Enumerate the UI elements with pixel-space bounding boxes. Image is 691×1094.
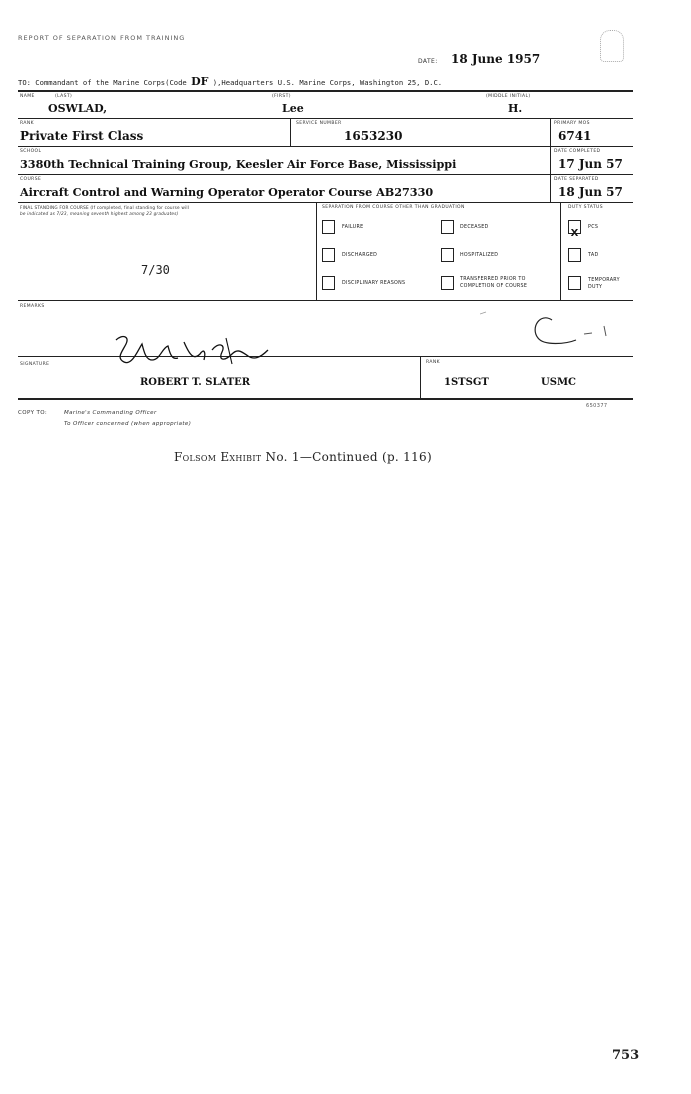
to-line-prefix: TO: Commandant of the Marine Corps(Code bbox=[18, 78, 187, 87]
signer-rank: 1STSGT bbox=[444, 377, 489, 388]
copy-to-line-1: Marine's Commanding Officer bbox=[64, 410, 157, 416]
disciplinary-label: DISCIPLINARY REASONS bbox=[342, 281, 406, 286]
middle-initial: H. bbox=[508, 102, 523, 115]
hospitalized-checkbox[interactable] bbox=[441, 248, 454, 262]
form-title: REPORT OF SEPARATION FROM TRAINING bbox=[18, 34, 186, 42]
handwritten-signature bbox=[108, 330, 278, 380]
form-bottom-border bbox=[18, 398, 633, 400]
row-divider-5 bbox=[18, 300, 633, 301]
copy-to-label: COPY TO: bbox=[18, 410, 48, 416]
tad-checkbox[interactable] bbox=[568, 248, 581, 262]
primary-mos-label: PRIMARY MOS bbox=[554, 121, 590, 126]
temporary-duty-checkbox[interactable] bbox=[568, 276, 581, 290]
pcs-label: PCS bbox=[588, 225, 599, 230]
page-number: 753 bbox=[612, 1048, 640, 1063]
date-completed-label: DATE COMPLETED bbox=[554, 149, 601, 154]
deceased-checkbox[interactable] bbox=[441, 220, 454, 234]
failure-checkbox[interactable] bbox=[322, 220, 335, 234]
school-divider bbox=[550, 146, 551, 174]
school-label: SCHOOL bbox=[20, 149, 42, 154]
date-separated: 18 Jun 57 bbox=[558, 185, 623, 199]
first-name: Lee bbox=[282, 102, 304, 115]
disciplinary-checkbox[interactable] bbox=[322, 276, 335, 290]
course-divider bbox=[550, 174, 551, 202]
service-number-label: SERVICE NUMBER bbox=[296, 121, 342, 126]
last-name: OSWLAD, bbox=[48, 102, 108, 115]
date-completed: 17 Jun 57 bbox=[558, 157, 623, 171]
final-standing-label-1: FINAL STANDING FOR COURSE (If completed, final standing for course will bbox=[20, 205, 190, 210]
row-divider-2 bbox=[18, 146, 633, 147]
date-label: DATE: bbox=[418, 58, 438, 65]
course-value: Aircraft Control and Warning Operator Operator Course AB27330 bbox=[20, 185, 434, 199]
exhibit-caption bbox=[174, 450, 432, 464]
transferred-label-1: TRANSFERRED PRIOR TO bbox=[460, 277, 526, 282]
course-label: COURSE bbox=[20, 177, 42, 182]
standing-divider bbox=[316, 202, 317, 300]
pcs-checkbox[interactable] bbox=[568, 220, 581, 239]
name-label: NAME bbox=[20, 94, 35, 99]
discharged-label: DISCHARGED bbox=[342, 253, 378, 258]
discharged-checkbox[interactable] bbox=[322, 248, 335, 262]
row-divider-1 bbox=[18, 118, 633, 119]
rank-label: RANK bbox=[20, 121, 34, 126]
transferred-checkbox[interactable] bbox=[441, 276, 454, 290]
deceased-label: DECEASED bbox=[460, 225, 489, 230]
failure-label: FAILURE bbox=[342, 225, 364, 230]
signer-name: ROBERT T. SLATER bbox=[140, 377, 251, 388]
exhibit-caption-rest: No. 1—Continued (p. 116) bbox=[265, 450, 432, 464]
primary-mos: 6741 bbox=[558, 129, 592, 143]
to-line bbox=[18, 75, 442, 88]
corner-mark bbox=[600, 30, 624, 62]
middle-initial-label: (MIDDLE INITIAL) bbox=[486, 94, 531, 99]
remarks-scribble bbox=[480, 306, 620, 350]
form-number: 650377 bbox=[586, 403, 608, 409]
temporary-duty-label-2: DUTY bbox=[588, 285, 603, 290]
form-top-border bbox=[18, 90, 633, 92]
rank-divider-b bbox=[550, 118, 551, 146]
signer-service: USMC bbox=[541, 377, 576, 388]
duty-status-label: DUTY STATUS bbox=[568, 205, 603, 210]
separation-label: SEPARATION FROM COURSE OTHER THAN GRADUATION bbox=[322, 205, 465, 210]
row-divider-4 bbox=[18, 202, 633, 203]
to-line-suffix: ),Headquarters U.S. Marine Corps, Washington 25, D.C. bbox=[212, 78, 443, 87]
exhibit-caption-title: Folsom Exhibit bbox=[174, 450, 262, 464]
remarks-label: REMARKS bbox=[20, 304, 45, 309]
hospitalized-label: HOSPITALIZED bbox=[460, 253, 499, 258]
report-date: 18 June 1957 bbox=[451, 52, 541, 66]
code-value: DF bbox=[191, 75, 209, 88]
school-value: 3380th Technical Training Group, Keesler Air Force Base, Mississippi bbox=[20, 157, 457, 171]
final-standing-label-2: be indicated as 7/23, meaning seventh highest among 23 graduates) bbox=[20, 211, 179, 216]
signature-divider bbox=[420, 356, 421, 398]
rank-divider-a bbox=[290, 118, 291, 146]
rank-value: Private First Class bbox=[20, 129, 144, 143]
tad-label: TAD bbox=[588, 253, 599, 258]
pcs-check-mark: X bbox=[570, 228, 579, 239]
first-name-label: (FIRST) bbox=[272, 94, 291, 99]
date-separated-label: DATE SEPARATED bbox=[554, 177, 599, 182]
transferred-label-2: COMPLETION OF COURSE bbox=[460, 284, 528, 289]
rank-field-label: RANK bbox=[426, 360, 440, 365]
service-number: 1653230 bbox=[344, 129, 403, 143]
duty-divider bbox=[560, 202, 561, 300]
copy-to-line-2: To Officer concerned (when appropriate) bbox=[64, 421, 192, 427]
signature-label: SIGNATURE bbox=[20, 362, 50, 367]
row-divider-3 bbox=[18, 174, 633, 175]
temporary-duty-label-1: TEMPORARY bbox=[588, 278, 620, 283]
final-standing-value: 7/30 bbox=[141, 263, 170, 277]
last-name-label: (LAST) bbox=[55, 94, 73, 99]
